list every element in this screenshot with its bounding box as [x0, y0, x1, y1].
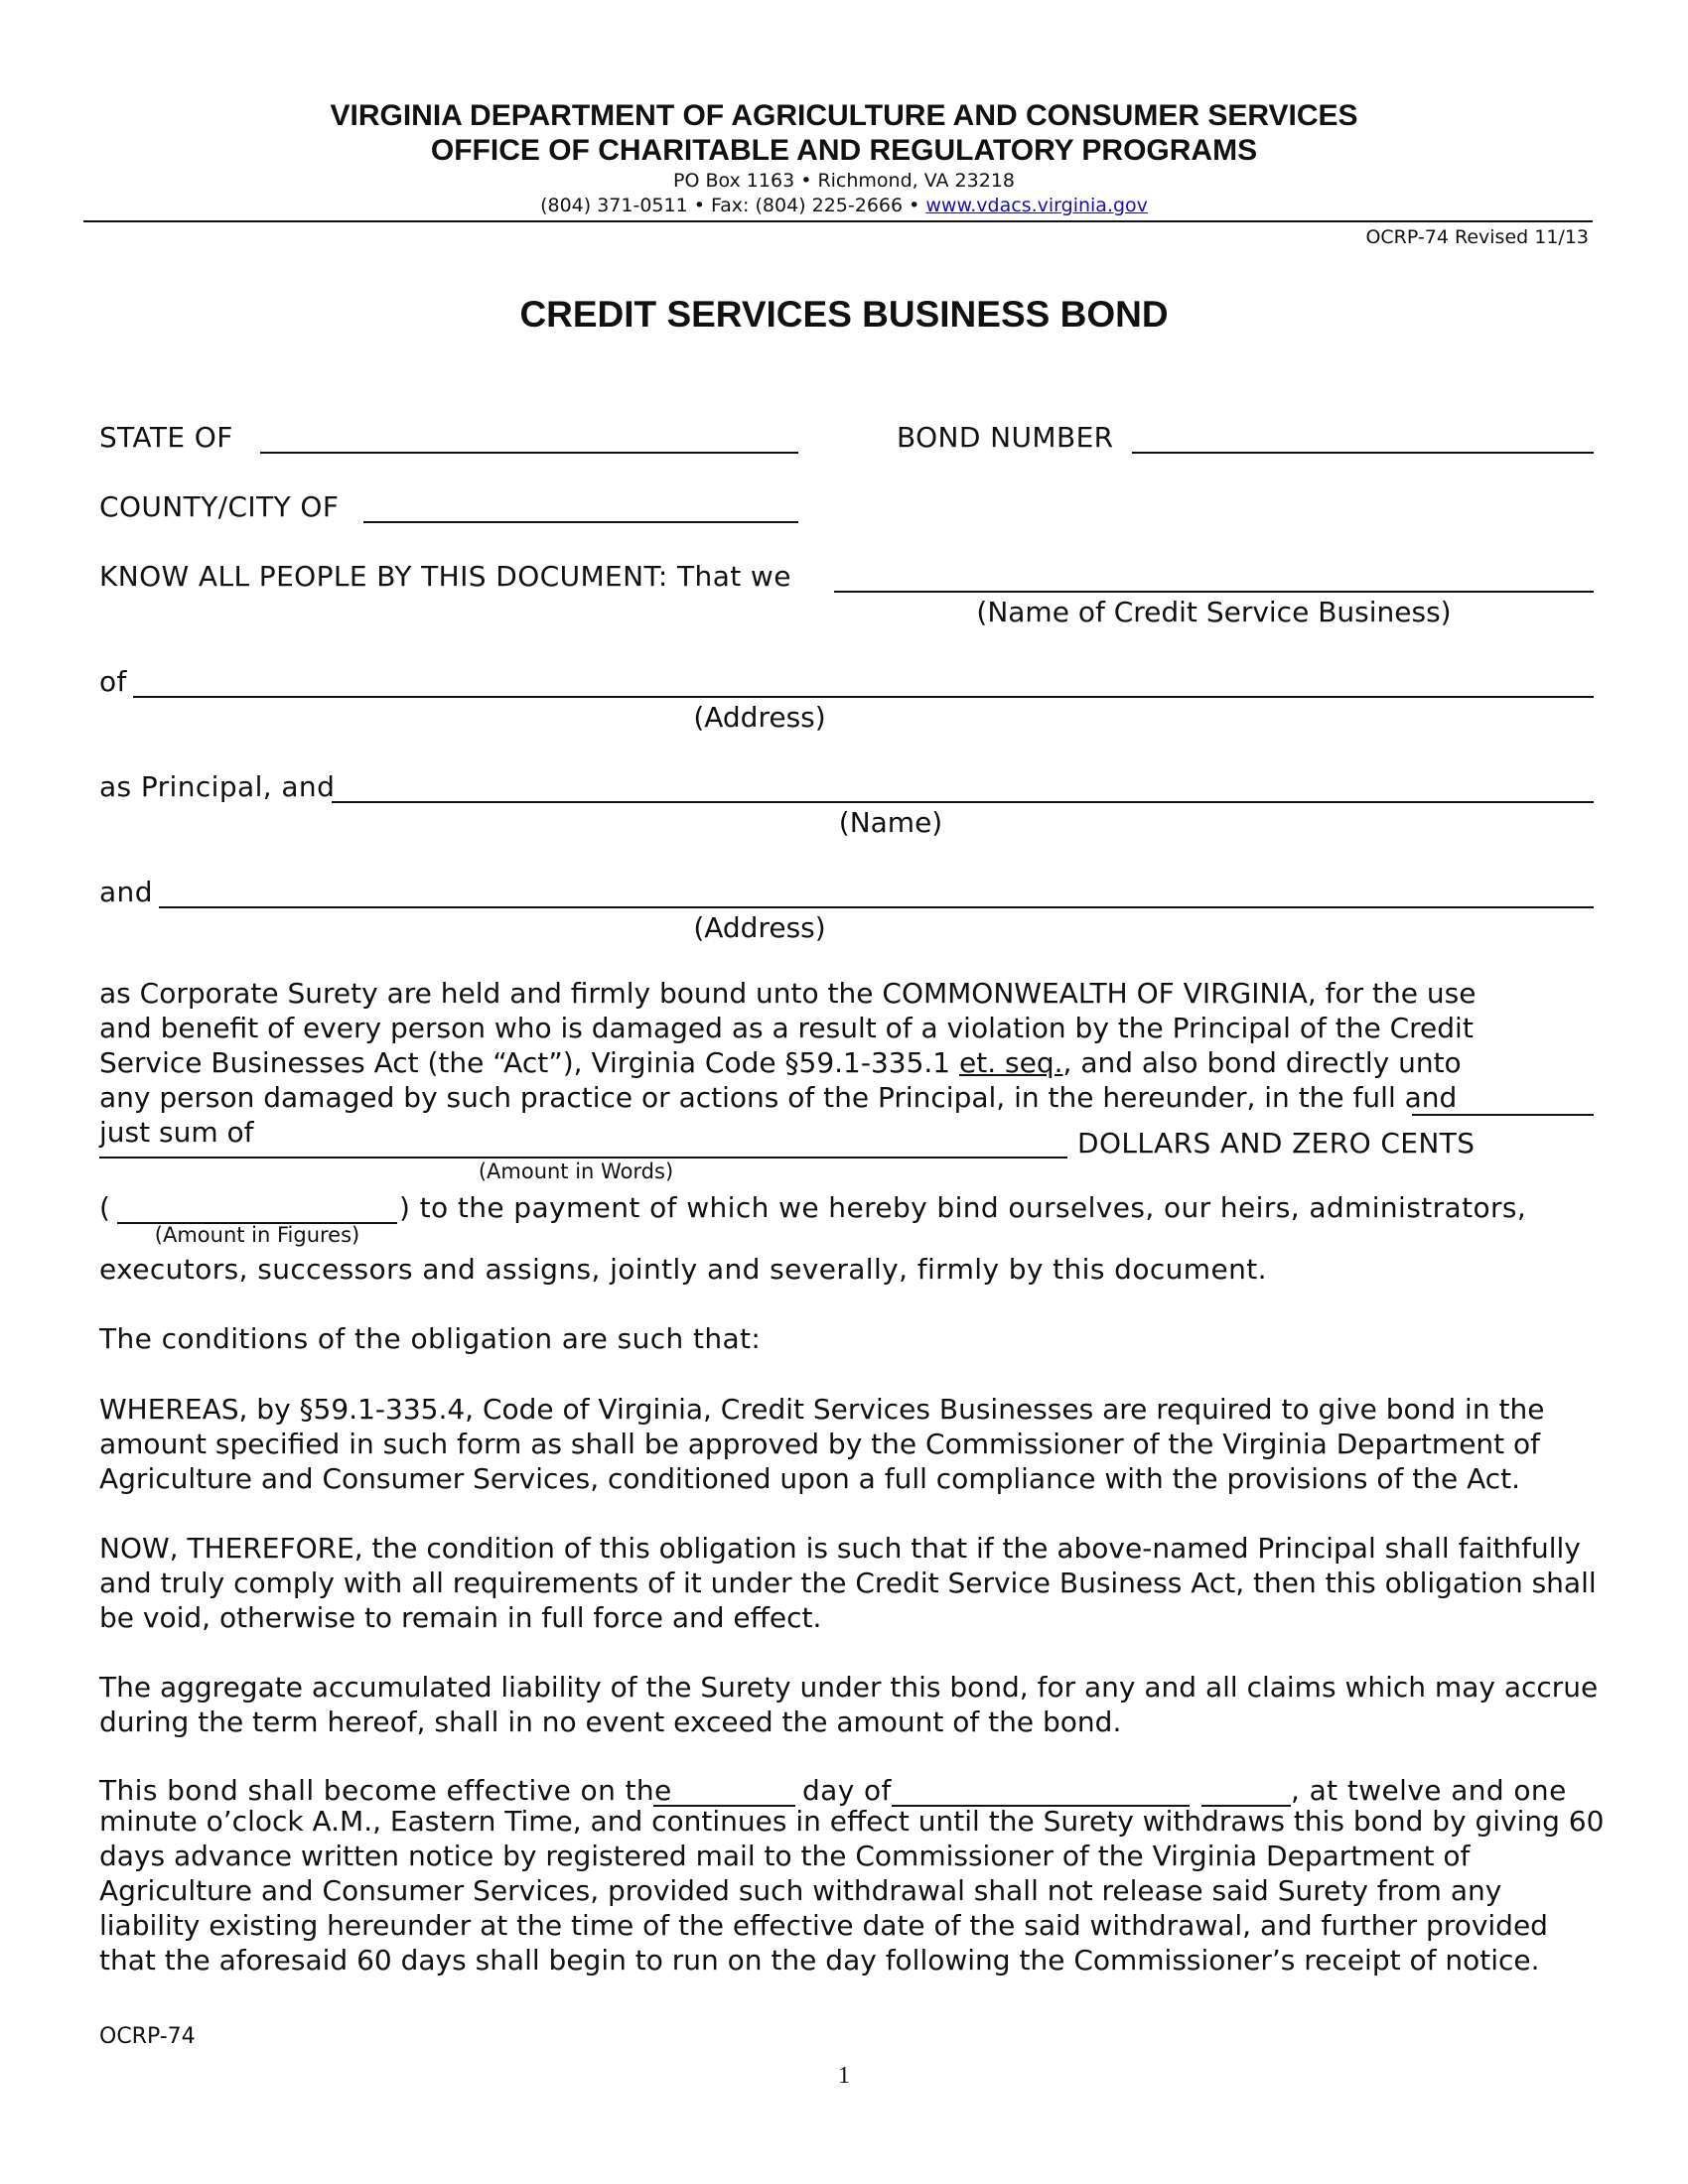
state-label: STATE OF: [99, 421, 233, 454]
whereas-paragraph: WHEREAS, by §59.1-335.4, Code of Virginia, Credit Services Businesses are required to give bond in the amount specified in such form as shall be approved by the Commissioner of the Virginia Department of Agriculture and Consumer Services, conditioned upon a full compliance with the provisions of the Act.: [99, 1393, 1545, 1495]
surety-text-2: , and also bond directly unto any person damaged by such practice or actions of the Principal, in the hereunder, in the full and just sum of: [99, 1046, 1462, 1149]
effective-paragraph: minute o’clock A.M., Eastern Time, and continues in effect until the Surety withdraws this bond by giving 60 days advance written notice by registered mail to the Commissioner of the Virginia Department of Agriculture and Consumer Services, provided such withdrawal shall not release said Surety from any liability existing hereunder at the time of the effective date of the said withdrawal, and further provided that the aforesaid 60 days shall begin to run on the day following the Commissioner’s receipt of notice.: [99, 1805, 1605, 1977]
dollars-label: DOLLARS AND ZERO CENTS: [1077, 1127, 1476, 1160]
agency-contact: [0, 195, 1688, 216]
surety-paragraph: [99, 976, 1514, 1150]
principal-label: as Principal, and: [99, 770, 336, 803]
surety-name-field[interactable]: [332, 801, 1594, 803]
conditions-text: The conditions of the obligation are such that:: [99, 1322, 762, 1355]
agency-address: PO Box 1163 • Richmond, VA 23218: [673, 170, 1015, 192]
sum-field[interactable]: [1412, 1114, 1594, 1116]
effective-day-of: day of: [802, 1774, 892, 1807]
agency-name: VIRGINIA DEPARTMENT OF AGRICULTURE AND CONSUMER SERVICES: [330, 99, 1358, 132]
county-city-label: COUNTY/CITY OF: [99, 490, 340, 523]
amount-figures-caption: (Amount in Figures): [154, 1223, 360, 1247]
therefore-paragraph: NOW, THEREFORE, the condition of this obligation is such that if the above-named Principal shall faithfully and truly comply with all requirements of it under the Credit Service Business Act, then this obligation shall be void, otherwise to remain in full force and effect.: [99, 1532, 1597, 1634]
footer-form-code: OCRP-74: [99, 2024, 196, 2049]
payment-text: ) to the payment of which we hereby bind ourselves, our heirs, administrators,: [399, 1191, 1527, 1224]
know-all-label: KNOW ALL PEOPLE BY THIS DOCUMENT: That we: [99, 560, 791, 593]
page-number: 1: [838, 2063, 850, 2089]
of-label: of: [99, 665, 127, 698]
business-name-caption: (Name of Credit Service Business): [976, 596, 1452, 628]
state-field[interactable]: [260, 452, 798, 454]
et-seq: et. seq.: [959, 1046, 1063, 1079]
amount-words-field[interactable]: [99, 1157, 1067, 1159]
executors-text: executors, successors and assigns, jointly and severally, firmly by this document.: [99, 1253, 1267, 1286]
principal-address-field[interactable]: [133, 696, 1594, 698]
amount-words-caption: (Amount in Words): [478, 1160, 674, 1183]
website-link[interactable]: www.vdacs.virginia.gov: [925, 195, 1148, 216]
bond-number-label: BOND NUMBER: [897, 421, 1114, 454]
header-divider: [83, 220, 1593, 222]
surety-text: as Corporate Surety are held and firmly bound unto the COMMONWEALTH OF VIRGINIA, for the use and benefit of every person who is damaged as a result of a violation by the Principal of the Credit Service Businesses Act (the “Act”), Virginia Code §59.1-335.1: [99, 977, 1477, 1079]
open-paren: (: [99, 1191, 111, 1224]
bond-number-field[interactable]: [1132, 452, 1594, 454]
address-caption: (Address): [693, 701, 826, 734]
form-revision: OCRP-74 Revised 11/13: [1365, 226, 1589, 248]
liability-paragraph: The aggregate accumulated liability of the Surety under this bond, for any and all claims which may accrue during the term hereof, shall in no event exceed the amount of the bond.: [99, 1671, 1599, 1738]
address-caption-2: (Address): [693, 911, 826, 944]
business-name-field[interactable]: [834, 591, 1594, 593]
phone-fax: (804) 371-0511 • Fax: (804) 225-2666 •: [540, 195, 920, 216]
and-label: and: [99, 876, 153, 908]
surety-address-field[interactable]: [159, 906, 1594, 908]
effective-suffix: , at twelve and one: [1291, 1774, 1567, 1807]
county-city-field[interactable]: [363, 521, 798, 523]
name-caption: (Name): [838, 806, 943, 839]
page-title: CREDIT SERVICES BUSINESS BOND: [519, 294, 1169, 335]
effective-prefix: This bond shall become effective on the: [99, 1774, 672, 1807]
office-name: OFFICE OF CHARITABLE AND REGULATORY PROGRAMS: [430, 134, 1258, 167]
